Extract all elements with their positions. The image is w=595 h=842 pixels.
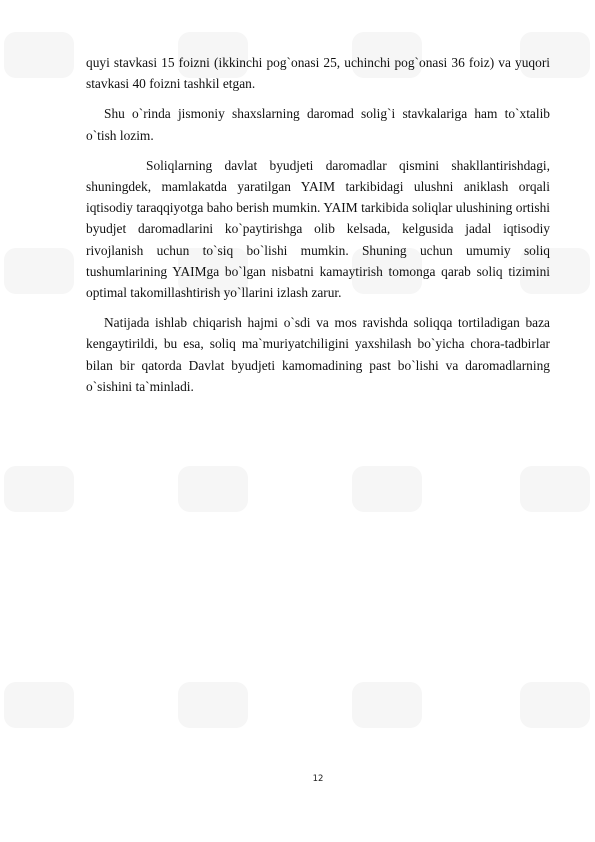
document-body	[86, 52, 550, 406]
watermark-tile	[178, 466, 248, 512]
watermark-tile	[352, 466, 422, 512]
watermark-tile	[4, 682, 74, 728]
watermark-tile	[520, 466, 590, 512]
page-number: 12	[312, 774, 324, 784]
paragraph: quyi stavkasi 15 foizni (ikkinchi pog`onasi 25, uchinchi pog`onasi 36 foiz) va yuqori stavkasi 40 foizni tashkil etgan.	[86, 55, 550, 92]
paragraph: Natijada ishlab chiqarish hajmi o`sdi va mos ravishda soliqqa tortiladigan baza kengaytirildi, bu esa, soliq ma`muriyatchiligini yaxshilash bo`yicha chora-tadbirlar bilan bir qatorda Davlat byudjeti kamomadining past bo`lishi va daromadlarning o`sishini ta`minladi.	[86, 315, 550, 394]
watermark-tile	[352, 682, 422, 728]
watermark-tile	[4, 466, 74, 512]
watermark-tile	[4, 32, 74, 78]
watermark-tile	[4, 248, 74, 294]
watermark-tile	[520, 682, 590, 728]
watermark-tile	[178, 682, 248, 728]
paragraph: Shu o`rinda jismoniy shaxslarning daromad solig`i stavkalariga ham to`xtalib o`tish lozim.	[86, 106, 550, 143]
paragraph: Soliqlarning davlat byudjeti daromadlar qismini shakllantirishdagi, shuningdek, mamlakatda yaratilgan YAIM tarkibidagi ulushni aniklash orqali iqtisodiy taraqqiyotga baho berish mumkin. YAIM tarkibida soliqlar ulushining ortishi byudjet daromadlarini ko`paytirishga olib kelsada, kelgusida jadal iqtisodiy rivojlanish uchun to`siq bo`lishi mumkin. Shuning uchun umumiy soliq tushumlarining YAIMga bo`lgan nisbatni kamaytirish tomonga qarab soliq tizimini optimal takomillashtirish yo`llarini izlash zarur.	[86, 157, 550, 301]
